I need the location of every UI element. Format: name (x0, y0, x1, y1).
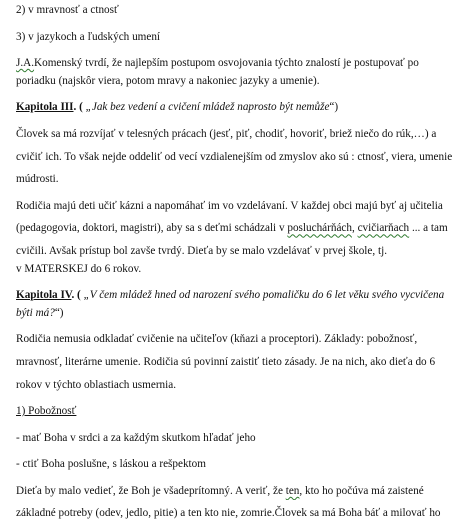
chapter-4-title: „V čem mládež hned od narození svého pomaličku do 6 let věku svého vycvičena (83, 289, 445, 302)
chapter-4-title-cont: býti má? (16, 306, 55, 319)
bullet-honor-god: - ctiť Boha poslušne, s láskou a rešpektom (16, 458, 206, 471)
paragraph-parents-line1: Rodičia majú deti učiť kázni a napomáhať im vo vzdelávaní. V každej obci majú byť aj učitelia (16, 199, 443, 212)
list-item-morality: 2) v mravnosť a ctnosť (16, 4, 119, 16)
chapter-3-title: „Jak bez vedení a cvičení mládež naprosto být nemůže (85, 101, 330, 114)
section-piety-label: 1) Pobožnosť (16, 405, 77, 418)
author-initials: J.A. (16, 57, 35, 70)
paragraph-body-skills-line1: Človek sa má rozvíjať v telesných prácach (jesť, piť, chodiť, hovoriť, briež niečo do rúk,…) a (16, 127, 437, 140)
text-fragment: ... a tam (409, 222, 448, 235)
word-cvičiarne: cvičiarňach (357, 222, 410, 235)
chapter-4-close: “) (54, 306, 64, 319)
paragraph-komensky-text: Komenský tvrdí, že najlepším postupom osvojovania týchto znalostí je postupovať po (34, 57, 419, 70)
text-fragment: , (351, 222, 358, 235)
chapter-4-heading-cont (16, 305, 457, 323)
word-posluchárne: posluchárňách (287, 222, 352, 235)
text-fragment: Dieťa by malo vedieť, že Boh je všadeprítomný. A veriť, že (16, 484, 286, 497)
chapter-3-separator: . ( (73, 101, 86, 114)
paragraph-omnipresence-line2: základné potreby (odev, jedlo, pitie) a ten kto nie, zomrie.Človek sa má Boha báť a milovať ho (16, 507, 441, 520)
paragraph-parents-line4: v MATERSKEJ do 6 rokov. (16, 262, 142, 275)
chapter-4-heading (16, 287, 457, 305)
paragraph-teachers-line1: Rodičia nemusia odkladať cvičenie na učiteľov (kňazi a proceptori). Základy: pobožnosť, (16, 333, 418, 346)
paragraph-omnipresence-line1 (16, 483, 457, 501)
paragraph-parents-line2 (16, 220, 457, 238)
word-ten: ten (285, 484, 300, 497)
text-fragment: , kto ho počúva má zaistené (299, 484, 424, 497)
list-item-languages: 3) v jazykoch a ľudských umení (16, 30, 161, 43)
paragraph-teachers-line3: rokov v týchto oblastiach usmernia. (16, 378, 177, 391)
chapter-3-label: Kapitola III (16, 101, 74, 114)
document-page (0, 2, 467, 520)
paragraph-komensky-line1 (16, 55, 457, 73)
paragraph-body-skills-line3: múdrosti. (16, 173, 59, 186)
paragraph-teachers-line2: mravnosť, literárne umenie. Rodičia sú povinní zaistiť tieto zásady. Je na nich, ako dieťa do 6 (16, 355, 436, 368)
chapter-4-separator: . ( (71, 289, 84, 302)
paragraph-body-skills-line2: cvičiť ich. To však nejde oddeliť od vecí vzdialenejším od zmyslov ako sú : ctnosť, viera, umenie (16, 150, 453, 163)
paragraph-parents-line3: cvičili. Avšak prístup bol zavše tvrdý. Dieťa by se malo vzdelávať v prvej škole, tj. (16, 244, 387, 257)
chapter-3-close: “) (329, 101, 339, 114)
text-fragment: (pedagogovia, doktori, magistri), aby sa s deťmi schádzali v (16, 222, 288, 235)
bullet-god-in-heart: - mať Boha v srdci a za každým skutkom hľadať jeho (16, 431, 256, 444)
chapter-3-heading (16, 99, 457, 117)
section-piety-heading (16, 403, 457, 421)
paragraph-komensky-line2: poriadku (najskôr viera, potom mravy a nakoniec jazyky a umenie). (16, 74, 320, 87)
chapter-4-label: Kapitola IV (16, 289, 72, 302)
